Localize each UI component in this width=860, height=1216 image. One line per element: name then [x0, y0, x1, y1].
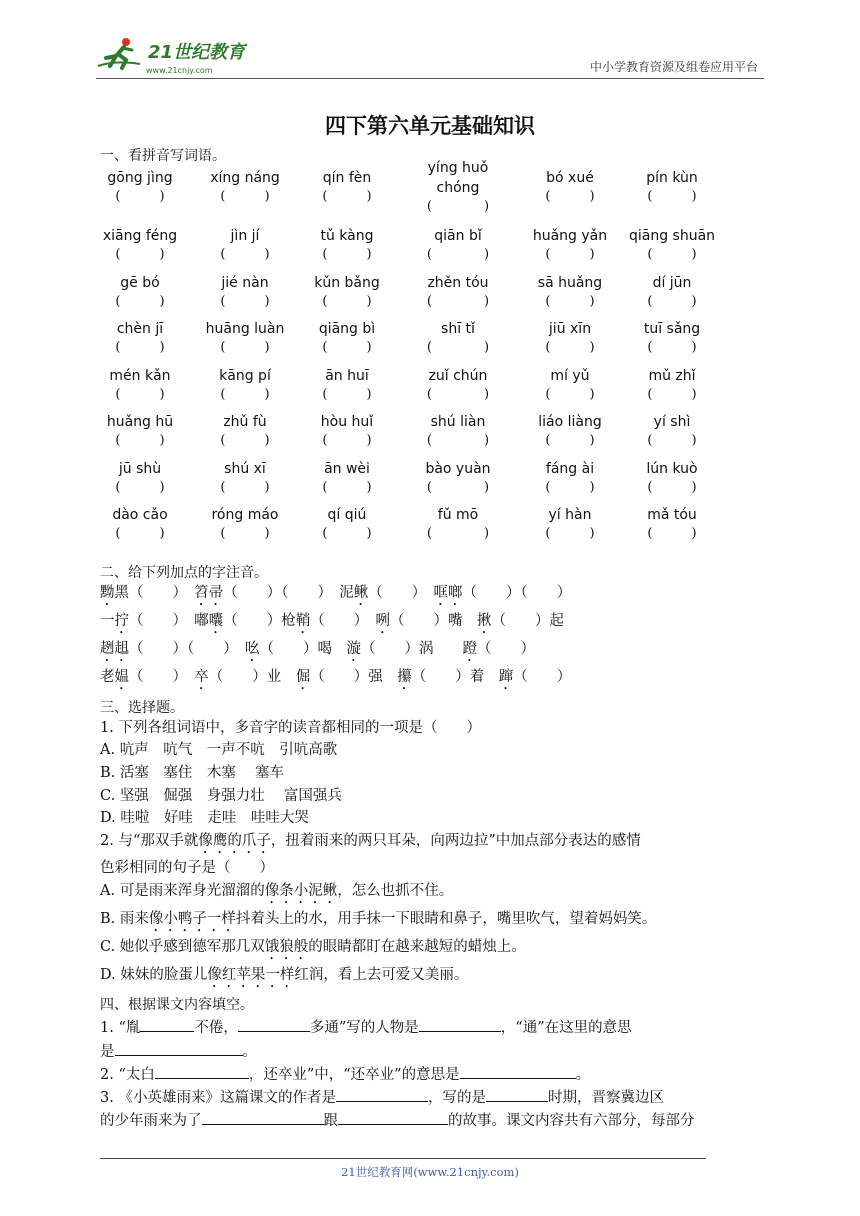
answer-blank: ( ): [115, 433, 165, 448]
answer-blank: ( ): [426, 386, 490, 402]
q1-option: B. 活塞 塞住 木塞 塞车: [100, 765, 284, 781]
answer-blank: ( ): [322, 247, 372, 262]
fill-line-2: 是 。: [100, 1040, 257, 1063]
pinyin-cell: [408, 226, 508, 264]
pinyin-text: ān huī: [325, 367, 369, 384]
pinyin-cell: [90, 459, 190, 497]
page-header: [96, 36, 764, 79]
answer-blank: ( ): [115, 293, 165, 309]
answer-blank: ( ): [322, 433, 372, 448]
q1-option: C. 坚强 倔强 身强力壮 富国强兵: [100, 788, 342, 804]
page-title: 四下第六单元基础知识: [325, 114, 535, 138]
pinyin-text: mén kǎn: [109, 367, 171, 384]
pinyin-cell: [195, 459, 295, 497]
answer-blank: ( ): [115, 526, 165, 541]
answer-blank: ( ): [545, 293, 595, 309]
question-2-line2: 色彩相同的句子是（ ）: [100, 860, 274, 876]
question-1: 1. 下列各组词语中，多音字的读音都相同的一项是（ ）: [100, 720, 481, 736]
pinyin-text: jié nàn: [221, 274, 269, 291]
pinyin-cell: [520, 168, 620, 206]
answer-blank: ( ): [115, 479, 165, 495]
pinyin-text: dào cǎo: [112, 507, 168, 523]
pinyin-text: huǎng yǎn: [532, 228, 608, 244]
section4-heading: 四、根据课文内容填空。: [100, 997, 254, 1013]
pinyin-cell: [520, 412, 620, 450]
answer-blank: ( ): [647, 340, 697, 355]
pinyin-cell: [297, 273, 397, 311]
pinyin-text: qiāng shuān: [628, 228, 716, 244]
answer-blank: ( ): [647, 247, 697, 262]
pinyin-text: huāng luàn: [205, 321, 285, 337]
answer-blank: ( ): [220, 433, 270, 448]
pinyin-text: shú liàn: [430, 414, 486, 430]
answer-blank: ( ): [545, 433, 595, 448]
pinyin-cell: [520, 273, 620, 311]
pinyin-row: [100, 319, 770, 366]
answer-blank: ( ): [115, 189, 165, 204]
pinyin-cell: [195, 319, 295, 357]
pinyin-cell: [408, 459, 508, 497]
pinyin-cell: [408, 505, 508, 543]
pinyin-text: shú xī: [224, 460, 266, 477]
pinyin-text: gē bó: [120, 274, 160, 291]
pinyin-cell: [297, 366, 397, 404]
answer-blank: ( ): [220, 293, 270, 309]
answer-blank: ( ): [220, 189, 270, 204]
pinyin-cell: [195, 505, 295, 543]
pinyin-text: liáo liàng: [538, 414, 602, 430]
section2-heading: 二、给下列加点的字注音。: [100, 565, 268, 581]
pinyin-text: bó xué: [546, 170, 594, 186]
answer-blank: ( ): [647, 479, 697, 495]
answer-blank: ( ): [545, 247, 595, 262]
answer-blank: ( ): [647, 526, 697, 541]
pinyin-cell: [297, 226, 397, 264]
pinyin-text: fǔ mō: [437, 507, 479, 523]
logo: [96, 36, 245, 70]
pinyin-cell: [195, 273, 295, 311]
pinyin-text: huǎng hū: [106, 414, 174, 430]
answer-blank: ( ): [545, 479, 595, 495]
pinyin-row: [100, 505, 770, 552]
annotation-line: 一拧（ ） 嘟囔（ ）枪鞘（ ） 咧（ ）嘴 揪（ ）起: [100, 613, 564, 629]
pinyin-text: jìn jí: [230, 228, 260, 244]
pinyin-text: kǔn bǎng: [314, 274, 380, 291]
answer-blank: ( ): [322, 293, 372, 309]
footer-divider: [100, 1158, 706, 1159]
pinyin-row: [100, 366, 770, 413]
answer-blank: ( ): [220, 386, 270, 402]
answer-blank: ( ): [220, 340, 270, 355]
pinyin-cell: [297, 505, 397, 543]
q1-option: A. 吭声 吭气 一声不吭 引吭高歌: [100, 742, 338, 758]
pinyin-text: ān wèi: [324, 460, 370, 477]
q2-option: A. 可是雨来浑身光溜溜的像条小泥鳅，怎么也抓不住。: [100, 883, 454, 899]
pinyin-cell: [622, 226, 722, 264]
pinyin-cell: [297, 168, 397, 206]
pinyin-cell: [195, 412, 295, 450]
q2-option: C. 她似乎感到德军那几双饿狼般的眼睛都盯在越来越短的蜡烛上。: [100, 939, 526, 955]
pinyin-cell: [622, 412, 722, 450]
pinyin-text: jū shù: [118, 460, 162, 477]
pinyin-grid: [100, 160, 770, 552]
pinyin-cell: [90, 366, 190, 404]
pinyin-cell: [622, 366, 722, 404]
pinyin-text: qiān bǐ: [434, 228, 482, 244]
answer-blank: ( ): [115, 247, 165, 262]
answer-blank: ( ): [322, 189, 372, 204]
pinyin-text: kāng pí: [219, 367, 271, 384]
pinyin-text: zuǐ chún: [428, 367, 488, 384]
q2-option: B. 雨来像小鸭子一样抖着头上的水，用手抹一下眼睛和鼻子，嘴里吹气，望着妈妈笑。: [100, 911, 657, 927]
pinyin-text: qiāng bì: [318, 321, 376, 337]
pinyin-cell: [297, 319, 397, 357]
q2-option: D. 妹妹的脸蛋儿像红苹果一样红润，看上去可爱又美丽。: [100, 967, 469, 983]
logo-text: 21世纪教育: [148, 42, 246, 63]
pinyin-cell: [520, 459, 620, 497]
pinyin-row: [100, 226, 770, 273]
pinyin-cell: [622, 459, 722, 497]
dotted-phrase: 像鹰的爪子: [198, 833, 271, 849]
pinyin-cell: [90, 273, 190, 311]
pinyin-cell: [408, 319, 508, 357]
answer-blank: ( ): [647, 293, 697, 309]
footer: 21世纪教育网(www.21cnjy.com): [341, 1165, 519, 1179]
pinyin-row: [100, 459, 770, 506]
pinyin-text: bào yuàn: [425, 460, 491, 477]
answer-blank: ( ): [220, 479, 270, 495]
logo-url: www.21cnjy.com: [146, 66, 213, 75]
q1-option: D. 哇啦 好哇 走哇 哇哇大哭: [100, 810, 309, 826]
answer-blank: ( ): [322, 386, 372, 402]
answer-blank: ( ): [426, 479, 490, 495]
pinyin-text: tuī sǎng: [643, 321, 701, 337]
pinyin-text: gōng jìng: [107, 170, 173, 186]
pinyin-cell: [408, 273, 508, 311]
pinyin-text: fáng ài: [545, 460, 595, 477]
annotation-line: 黝黑（ ） 笤帚（ ）（ ） 泥鳅（ ） 哐啷（ ）（ ）: [100, 585, 572, 601]
answer-blank: ( ): [647, 433, 697, 448]
pinyin-cell: [622, 319, 722, 357]
pinyin-text: yíng huǒ chóng: [427, 160, 489, 196]
pinyin-cell: [90, 505, 190, 543]
pinyin-text: mǎ tóu: [647, 507, 697, 523]
pinyin-cell: [195, 366, 295, 404]
pinyin-cell: [90, 412, 190, 450]
pinyin-text: hòu huǐ: [320, 414, 374, 430]
pinyin-cell: [408, 412, 508, 450]
pinyin-cell: [90, 226, 190, 264]
pinyin-text: mǔ zhǐ: [648, 367, 696, 384]
pinyin-cell: [408, 160, 508, 216]
pinyin-row: [100, 273, 770, 320]
pinyin-cell: [622, 505, 722, 543]
pinyin-cell: [622, 273, 722, 311]
fill-line-3: 2. “太白 ，还卒业”中，“还卒业”的意思是 。: [100, 1063, 590, 1086]
fill-line-4: 3. 《小英雄雨来》这篇课文的作者是 ，写的是 时期，晋察冀边区: [100, 1086, 664, 1109]
pinyin-cell: [408, 366, 508, 404]
pinyin-cell: [520, 226, 620, 264]
pinyin-text: shī tǐ: [441, 321, 475, 337]
pinyin-cell: [195, 226, 295, 264]
question-2-line1: 2. 与“那双手就像鹰的爪子，扭着雨来的两只耳朵，向两边拉”中加点部分表达的感情: [100, 833, 641, 849]
answer-blank: ( ): [322, 340, 372, 355]
platform-name: 中小学教育资源及组卷应用平台: [589, 60, 758, 74]
pinyin-text: xíng náng: [210, 170, 280, 186]
answer-blank: ( ): [545, 386, 595, 402]
pinyin-text: qí qiú: [327, 507, 367, 523]
pinyin-cell: [297, 412, 397, 450]
answer-blank: ( ): [115, 386, 165, 402]
answer-blank: ( ): [115, 340, 165, 355]
pinyin-text: sā huǎng: [537, 274, 603, 291]
pinyin-cell: [90, 168, 190, 206]
answer-blank: ( ): [426, 433, 490, 448]
answer-blank: ( ): [647, 386, 697, 402]
pinyin-text: tǔ kàng: [320, 228, 374, 244]
pinyin-text: chèn jī: [116, 321, 164, 337]
annotation-line: 老媪（ ） 卒（ ）业 倔（ ）强 攥（ ）着 蹿（ ）: [100, 669, 572, 685]
answer-blank: ( ): [426, 199, 490, 214]
pinyin-text: dí jūn: [652, 274, 692, 291]
pinyin-row: [100, 412, 770, 459]
fill-line-1: 1. “胤 不倦， 多通”写的人物是 ，“通”在这里的意思: [100, 1016, 632, 1039]
fill-line-5: 的少年雨来为了 跟 的故事。课文内容共有六部分，每部分: [100, 1109, 695, 1132]
pinyin-cell: [297, 459, 397, 497]
pinyin-text: mí yǔ: [550, 367, 590, 384]
answer-blank: ( ): [545, 340, 595, 355]
pinyin-text: róng máo: [211, 507, 279, 523]
runner-logo-icon: [96, 36, 144, 70]
answer-blank: ( ): [322, 526, 372, 541]
answer-blank: ( ): [426, 293, 490, 309]
pinyin-text: qín fèn: [322, 170, 372, 186]
pinyin-text: zhǔ fù: [223, 414, 267, 430]
section3-heading: 三、选择题。: [100, 700, 184, 716]
annotation-line: 趔趄（ ）（ ） 吆（ ）喝 漩（ ）涡 蹬（ ）: [100, 641, 535, 657]
answer-blank: ( ): [426, 247, 490, 262]
pinyin-text: xiāng féng: [102, 228, 178, 244]
pinyin-row: [100, 160, 770, 226]
pinyin-cell: [622, 168, 722, 206]
pinyin-cell: [195, 168, 295, 206]
pinyin-text: zhěn tóu: [427, 274, 489, 291]
pinyin-text: pín kùn: [646, 170, 698, 186]
answer-blank: ( ): [545, 189, 595, 204]
pinyin-text: yí shì: [653, 414, 691, 430]
pinyin-cell: [520, 319, 620, 357]
answer-blank: ( ): [426, 526, 490, 541]
answer-blank: ( ): [322, 479, 372, 495]
answer-blank: ( ): [545, 526, 595, 541]
pinyin-text: yí hàn: [548, 507, 592, 523]
answer-blank: ( ): [426, 340, 490, 355]
answer-blank: ( ): [220, 247, 270, 262]
pinyin-cell: [520, 505, 620, 543]
pinyin-text: jiū xīn: [548, 321, 592, 337]
pinyin-cell: [90, 319, 190, 357]
answer-blank: ( ): [220, 526, 270, 541]
section1-heading: 一、看拼音写词语。: [100, 148, 226, 164]
pinyin-cell: [520, 366, 620, 404]
answer-blank: ( ): [647, 189, 697, 204]
pinyin-text: lún kuò: [646, 460, 698, 477]
